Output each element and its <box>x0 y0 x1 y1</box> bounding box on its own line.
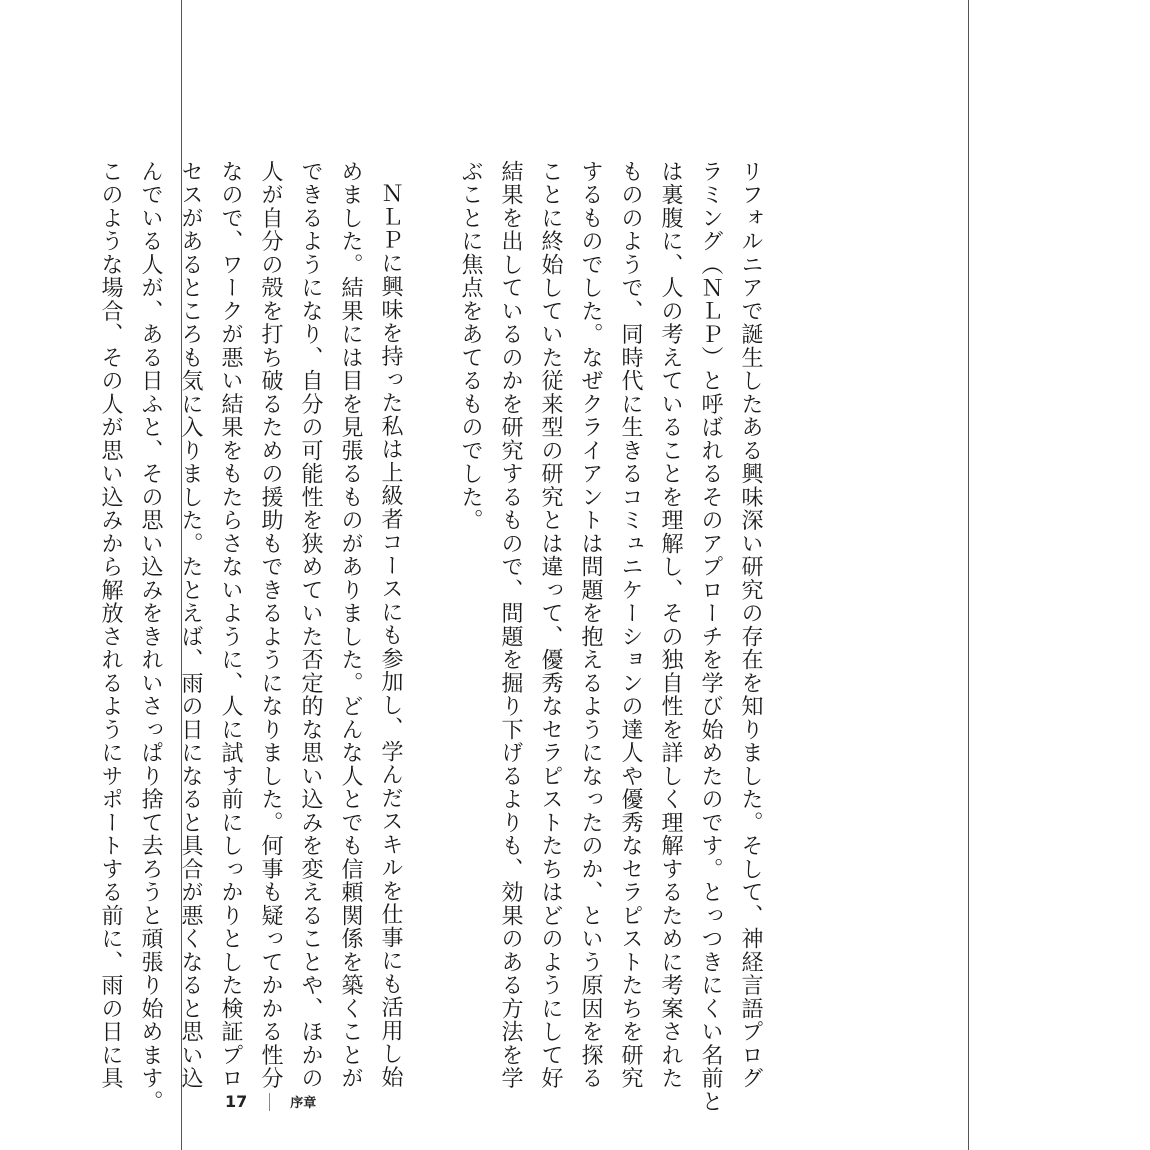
text-line: 人が自分の殻を打ち破るための援助もできるようになりました。何事も疑ってかかる性分 <box>258 160 283 1090</box>
text-line: は裏腹に、人の考えていることを理解し、その独自性を詳しく理解するために考案された <box>658 160 683 1090</box>
text-line: もののようで、同時代に生きるコミュニケーションの達人や優秀なセラピストたちを研究 <box>618 160 643 1090</box>
text-line: なので、ワークが悪い結果をもたらさないように、人に試す前にしっかりとした検証プロ <box>218 160 243 1090</box>
text-line: ぶことに焦点をあてるものでした。 <box>458 160 483 532</box>
text-line: んでいる人が、ある日ふと、その思い込みをきれいさっぱり捨て去ろうと頑張り始めます。 <box>138 160 163 1114</box>
page-number: 17 <box>225 1092 248 1111</box>
text-line: ことに終始していた従来型の研究とは違って、優秀なセラピストたちはどのようにして好 <box>538 160 563 1090</box>
text-line: このような場合、その人が思い込みから解放されるようにサポートする前に、雨の日に具 <box>98 160 123 1090</box>
paragraph-gap <box>410 160 450 1000</box>
book-page <box>98 0 969 1150</box>
chapter-name: 序章 <box>290 1096 317 1111</box>
text-line: できるようになり、自分の可能性を狭めていた否定的な思い込みを変えることや、ほかの <box>298 160 323 1090</box>
page-footer <box>225 1092 316 1111</box>
text-line: 結果を出しているのかを研究するもので、問題を掘り下げるよりも、効果のある方法を学 <box>498 160 523 1090</box>
text-line: めました。結果には目を見張るものがありました。どんな人とでも信頼関係を築くことが <box>338 160 363 1090</box>
text-line: セスがあるところも気に入りました。たとえば、雨の日になると具合が悪くなると思い込 <box>178 160 203 1090</box>
footer-divider <box>269 1093 270 1111</box>
text-line: するものでした。なぜクライアントは問題を抱えるようになったのか、という原因を探る <box>578 160 603 1090</box>
text-line: ＮＬＰに興味を持った私は上級者コースにも参加し、学んだスキルを仕事にも活用し始 <box>378 182 403 1089</box>
text-line: ラミング（ＮＬＰ）と呼ばれるそのアプローチを学び始めたのです。とっつきにくい名前と <box>698 160 723 1114</box>
text-line: リフォルニアで誕生したある興味深い研究の存在を知りました。そして、神経言語プログ <box>738 160 763 1090</box>
